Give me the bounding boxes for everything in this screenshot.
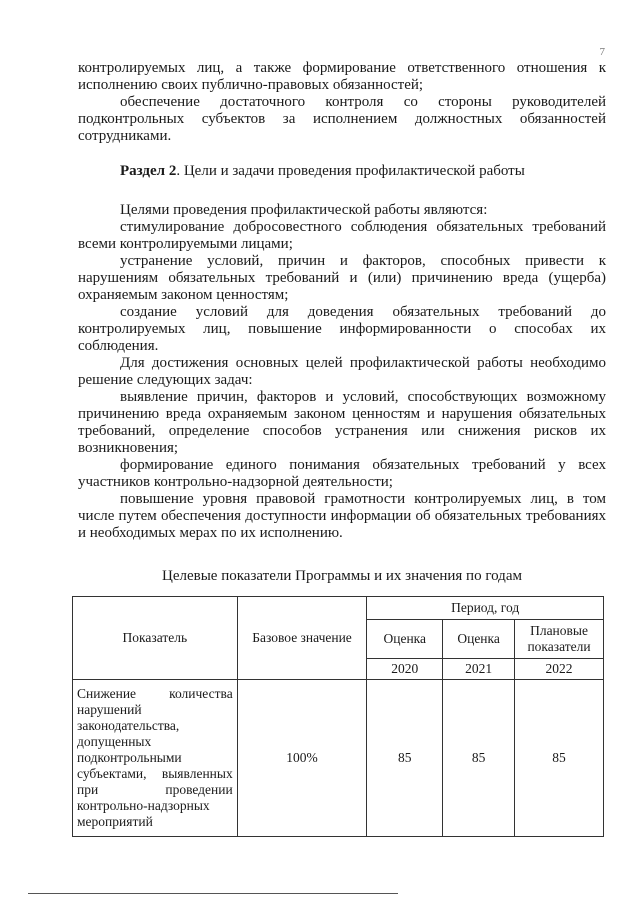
header-year: 2021 <box>443 659 515 680</box>
header-sub: Плановые показатели <box>515 620 604 659</box>
header-sub: Оценка <box>443 620 515 659</box>
paragraph: Для достижения основных целей профилактической работы необходимо решение следующих задач: <box>78 355 606 388</box>
paragraph: Целями проведения профилактической работы являются: <box>120 202 488 218</box>
paragraph: выявление причин, факторов и условий, способствующих возможному причинению вреда охраняемым законом ценностям и нарушения обязательных требований, определение способов устранения или снижения рисков их возникновения; <box>78 389 606 456</box>
value-cell: 85 <box>443 680 515 837</box>
header-base-value: Базовое значение <box>237 597 367 680</box>
header-period: Период, год <box>367 597 604 620</box>
indicators-table <box>72 596 604 837</box>
header-year: 2022 <box>515 659 604 680</box>
indicator-cell: Снижение количества нарушений законодательства, допущенных подконтрольными субъектами, выявленных при проведении контрольно-надзорных мероприятий <box>73 680 238 837</box>
paragraph: формирование единого понимания обязательных требований у всех участников контрольно-надзорной деятельности; <box>78 457 606 490</box>
table-caption: Целевые показатели Программы и их значения по годам <box>162 568 522 584</box>
header-indicator: Показатель <box>73 597 238 680</box>
paragraph: повышение уровня правовой грамотности контролируемых лиц, в том числе путем обеспечения доступности информации об обязательных требованиях и необходимых мерах по их исполнению. <box>78 491 606 541</box>
value-cell: 85 <box>367 680 443 837</box>
section-heading <box>78 163 606 180</box>
paragraph: создание условий для доведения обязательных требований до контролируемых лиц, повышение информированности о способах их соблюдения. <box>78 304 606 354</box>
paragraph: обеспечение достаточного контроля со стороны руководителей подконтрольных субъектов за исполнением должностных обязанностей сотрудниками. <box>78 94 606 144</box>
footer-rule <box>28 893 398 894</box>
value-cell: 85 <box>515 680 604 837</box>
page-number: 7 <box>599 46 605 58</box>
base-value-cell: 100% <box>237 680 367 837</box>
paragraph: стимулирование добросовестного соблюдения обязательных требований всеми контролируемыми лицами; <box>78 219 606 252</box>
document-body <box>78 60 606 599</box>
paragraph: устранение условий, причин и факторов, способных привести к нарушениям обязательных требований и (или) причинению вреда (ущерба) охраняемым законом ценностям; <box>78 253 606 303</box>
header-sub: Оценка <box>367 620 443 659</box>
section-title: . Цели и задачи проведения профилактической работы <box>176 163 525 179</box>
table-row <box>73 680 604 837</box>
table-header-row <box>73 597 604 620</box>
paragraph: контролируемых лиц, а также формирование ответственного отношения к исполнению своих публично-правовых обязанностей; <box>78 60 606 93</box>
header-year: 2020 <box>367 659 443 680</box>
section-label: Раздел 2 <box>120 163 177 179</box>
